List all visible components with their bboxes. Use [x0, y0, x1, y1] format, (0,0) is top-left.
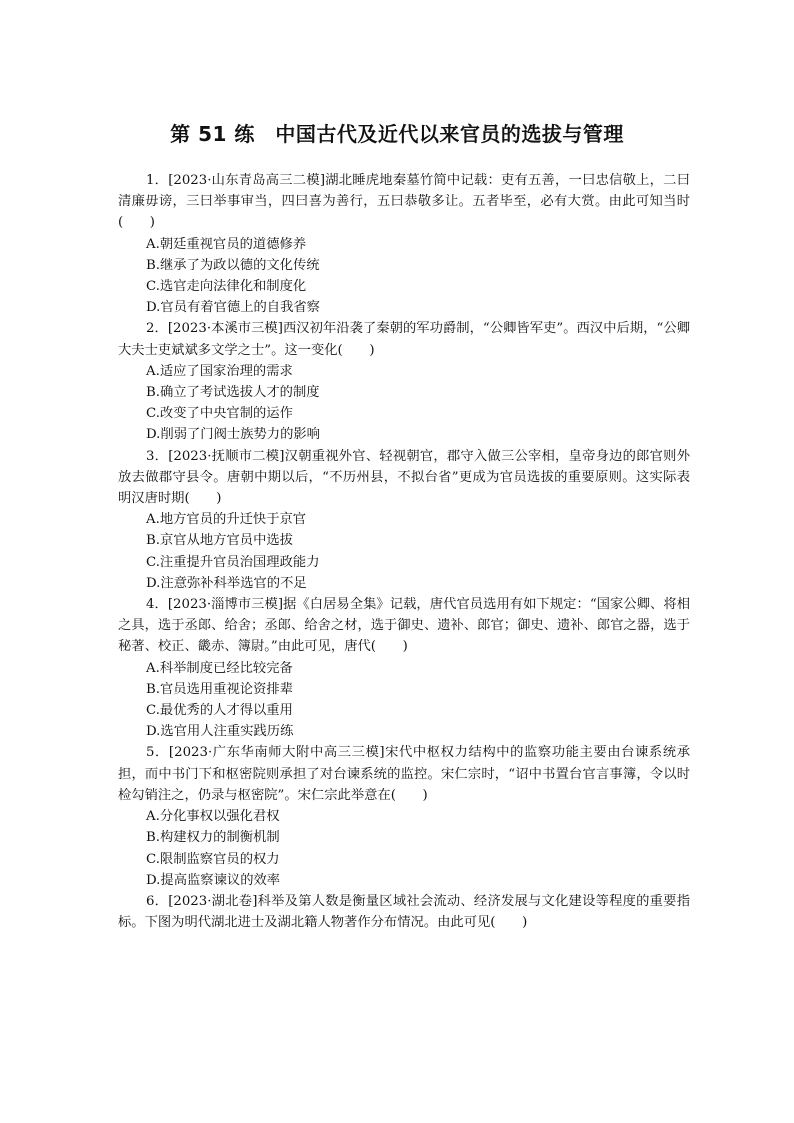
option-b: B.继承了为政以德的文化传统: [146, 257, 320, 273]
question-stem: 4．[2023·淄博市三模]据《白居易全集》记载，唐代官员选用有如下规定：“国家公卿、将相之具，选于丞郎、给舍；丞郎、给舍之材，选于御史、遗补、郎官；御史、遗补、郎官之器，选于秘著、校正、畿赤、簿尉。”由此可见，唐代( ): [118, 597, 690, 655]
question-stem: 6．[2023·湖北卷]科举及第人数是衡量区域社会流动、经济发展与文化建设等程度的重要指标。下图为明代湖北进士及湖北籍人物著作分布情况。由此可见( ): [118, 893, 690, 931]
option-d: D.削弱了门阀士族势力的影响: [146, 427, 320, 443]
option-c: C.改变了中央官制的运作: [146, 406, 293, 422]
question-stem: 1．[2023·山东青岛高三二模]湖北睡虎地秦墓竹简中记载：吏有五善，一曰忠信敬上，二曰清廉毋谤，三曰举事审当，四曰喜为善行，五曰恭敬多让。五者毕至，必有大赏。由此可知当时( ): [118, 173, 690, 231]
option-c: C.限制监察官员的权力: [146, 851, 280, 867]
question-stem: 5．[2023·广东华南师大附中高三三模]宋代中枢权力结构中的监察功能主要由台谏系统承担，而中书门下和枢密院则承担了对台谏系统的监控。宋仁宗时，“诏中书置台官言事簿，令以时检勾销注之，仍录与枢密院”。宋仁宗此举意在( ): [118, 745, 690, 803]
question-2: [118, 318, 690, 445]
option-b: B.确立了考试选拔人才的制度: [146, 385, 320, 401]
option-a: A.适应了国家治理的需求: [146, 363, 293, 379]
question-5: [118, 742, 690, 890]
question-stem: 3．[2023·抚顺市二模]汉朝重视外官、轻视朝官，郡守入做三公宰相，皇帝身边的郎官则外放去做郡守县令。唐朝中期以后，“不历州县，不拟台省”更成为官员选拔的重要原则。这实际表明汉唐时期( ): [118, 448, 690, 507]
option-c: C.最优秀的人才得以重用: [146, 703, 293, 719]
question-list: [118, 170, 690, 933]
option-d: D.官员有着官德上的自我省察: [146, 300, 320, 316]
option-a: A.朝廷重视官员的道德修养: [146, 236, 307, 252]
option-d: D.提高监察谏议的效率: [146, 872, 281, 888]
option-a: A.分化事权以强化君权: [146, 809, 280, 825]
option-c: C.注重提升官员治国理政能力: [146, 554, 320, 570]
page-title: 第 51 练 中国古代及近代以来官员的选拔与管理: [170, 122, 624, 146]
option-d: D.选官用人注重实践历练: [146, 724, 294, 740]
question-4: [118, 594, 690, 742]
option-d: D.注意弥补科举选官的不足: [146, 575, 307, 591]
question-1: [118, 170, 690, 318]
option-a: A.地方官员的升迁快于京官: [146, 512, 307, 528]
option-b: B.构建权力的制衡机制: [146, 830, 280, 846]
option-b: B.京官从地方官员中选拔: [146, 533, 293, 549]
question-3: [118, 446, 690, 594]
question-6: [118, 891, 690, 933]
option-c: C.选官走向法律化和制度化: [146, 279, 307, 295]
question-stem: 2．[2023·本溪市三模]西汉初年沿袭了秦朝的军功爵制，“公卿皆军吏”。西汉中后期，“公卿大夫士吏斌斌多文学之士”。这一变化( ): [118, 321, 690, 358]
option-a: A.科举制度已经比较完备: [146, 660, 293, 676]
option-b: B.官员选用重视论资排辈: [146, 681, 293, 697]
